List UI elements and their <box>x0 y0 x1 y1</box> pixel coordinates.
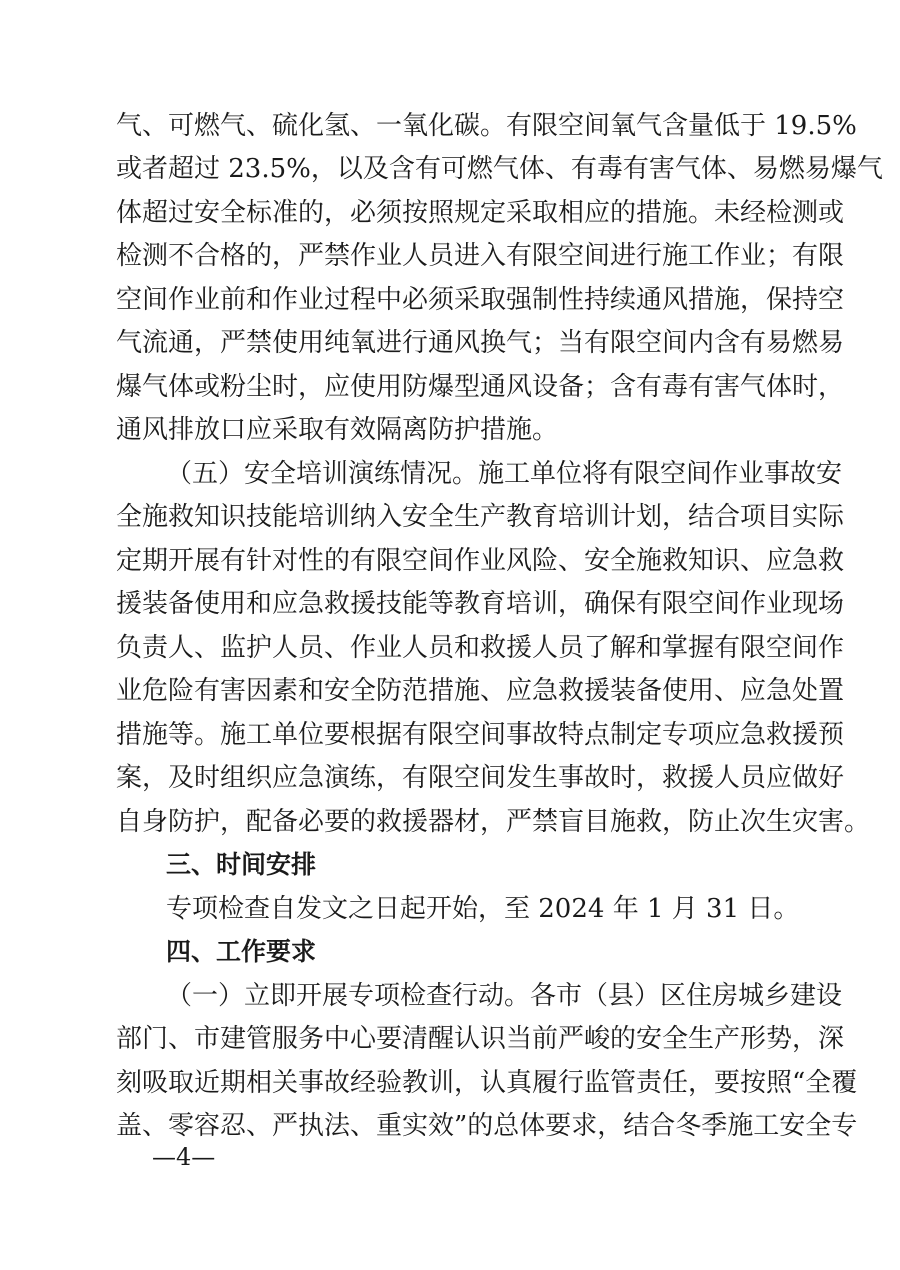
body-text-line: 体超过安全标准的，必须按照规定采取相应的措施。未经检测或 <box>116 198 845 228</box>
body-text-line: 负责人、监护人员、作业人员和救援人员了解和掌握有限空间作 <box>116 633 845 663</box>
body-text-line: 自身防护，配备必要的救援器材，严禁盲目施救，防止次生灾害。 <box>116 807 871 837</box>
body-text-line: 业危险有害因素和安全防范措施、应急救援装备使用、应急处置 <box>116 676 845 706</box>
body-text-line: 检测不合格的，严禁作业人员进入有限空间进行施工作业；有限 <box>116 241 845 271</box>
body-text-line: 定期开展有针对性的有限空间作业风险、安全施救知识、应急救 <box>116 546 845 576</box>
body-text-line: 援装备使用和应急救援技能等教育培训，确保有限空间作业现场 <box>116 589 845 619</box>
page-number: —4— <box>152 1143 216 1171</box>
body-text-line: 气流通，严禁使用纯氧进行通风换气；当有限空间内含有易燃易 <box>116 328 845 358</box>
body-text-line: 气、可燃气、硫化氢、一氧化碳。有限空间氧气含量低于 19.5% <box>116 111 857 141</box>
body-text-line: 全施救知识技能培训纳入安全生产教育培训计划，结合项目实际 <box>116 502 845 532</box>
section-heading-requirements: 四、工作要求 <box>166 937 317 966</box>
body-text-line: 部门、市建管服务中心要清醒认识当前严峻的安全生产形势，深 <box>116 1024 845 1054</box>
body-text-line: 或者超过 23.5%，以及含有可燃气体、有毒有害气体、易燃易爆气 <box>116 154 883 184</box>
schedule-text-line: 专项检查自发文之日起开始，至 2024 年 1 月 31 日。 <box>166 894 800 924</box>
body-text-line: 爆气体或粉尘时，应使用防爆型通风设备；含有毒有害气体时， <box>116 372 845 402</box>
body-text-line: 通风排放口应采取有效隔离防护措施。 <box>116 415 559 445</box>
body-text-line: 空间作业前和作业过程中必须采取强制性持续通风措施，保持空 <box>116 285 845 315</box>
body-text-line: 措施等。施工单位要根据有限空间事故特点制定专项应急救援预 <box>116 720 845 750</box>
body-text-line: 案，及时组织应急演练，有限空间发生事故时，救援人员应做好 <box>116 763 845 793</box>
requirement-1-first-line: （一）立即开展专项检查行动。各市（县）区住房城乡建设 <box>166 981 843 1011</box>
body-text-line: 盖、零容忍、严执法、重实效”的总体要求，结合冬季施工安全专 <box>116 1111 858 1141</box>
section-heading-schedule: 三、时间安排 <box>166 850 317 879</box>
body-text-line: 刻吸取近期相关事故经验教训，认真履行监管责任，要按照“全覆 <box>116 1068 858 1098</box>
section-5-first-line: （五）安全培训演练情况。施工单位将有限空间作业事故安 <box>166 459 843 489</box>
